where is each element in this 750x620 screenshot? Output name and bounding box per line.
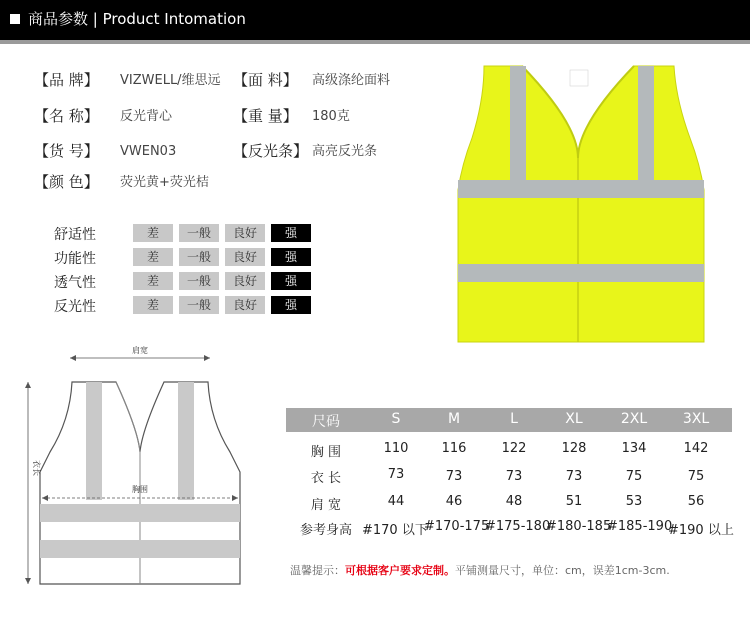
rating-box: 一般 [179, 248, 219, 266]
rating-box: 一般 [179, 272, 219, 290]
rating-box: 良好 [225, 248, 265, 266]
table-cell: #180-185 [546, 519, 612, 534]
note-highlight: 可根据客户要求定制。 [345, 564, 455, 577]
section-header [0, 0, 750, 40]
diagram-strip [40, 504, 240, 522]
size-table-header-cell: 3XL [682, 411, 710, 427]
size-table-header-cell: S [391, 411, 401, 427]
table-cell: 73 [387, 467, 405, 482]
table-cell: #185-190 [607, 519, 673, 534]
rating-box: 差 [133, 272, 173, 290]
diagram-strip [86, 382, 102, 500]
rating-box: 差 [133, 296, 173, 314]
spec-value: 高亮反光条 [312, 144, 378, 159]
spec-value: 高级涤纶面料 [312, 73, 391, 88]
spec-value: 180克 [312, 109, 350, 124]
diagram-strip [178, 382, 194, 500]
note-suffix: 平铺测量尺寸，单位：cm，误差1cm-3cm. [455, 564, 670, 577]
rating-label: 反光性 [54, 299, 96, 315]
spec-value: 荧光黄+荧光桔 [120, 175, 209, 190]
shoulder-label: 肩宽 [132, 346, 148, 355]
spec-label: 【重 量】 [233, 107, 298, 125]
table-cell: 128 [561, 441, 587, 456]
size-table-header-cell: M [447, 411, 461, 427]
rating-label: 透气性 [54, 275, 96, 291]
rating-box: 一般 [179, 224, 219, 242]
rating-box: 一般 [179, 296, 219, 314]
table-cell: 142 [683, 441, 709, 456]
diagram-strip [40, 540, 240, 558]
note-prefix: 温馨提示： [290, 564, 345, 577]
table-cell: 122 [501, 441, 527, 456]
table-cell: 46 [445, 494, 463, 509]
reflective-strip [458, 264, 704, 282]
rating-box: 差 [133, 248, 173, 266]
label-tag-icon [570, 70, 588, 86]
spec-value: VWEN03 [120, 144, 177, 159]
table-cell: 51 [565, 494, 583, 509]
header-divider [0, 40, 750, 44]
vest-photo [450, 60, 715, 345]
rating-box-selected: 强 [271, 248, 311, 266]
length-label: 衣长 [32, 460, 41, 476]
table-row-label: 参考身高 [299, 523, 352, 538]
spec-label: 【颜 色】 [34, 173, 99, 191]
table-cell: 73 [505, 469, 523, 484]
square-icon [10, 14, 20, 24]
reflective-strip [510, 66, 526, 184]
rating-box: 良好 [225, 272, 265, 290]
rating-box: 良好 [225, 224, 265, 242]
spec-value: 反光背心 [120, 109, 173, 124]
reflective-strip [638, 66, 654, 184]
table-cell: 56 [687, 494, 705, 509]
spec-label: 【面 料】 [233, 71, 298, 89]
section-title: 商品参数 | Product Intomation [28, 10, 246, 28]
table-cell: #190 以上 [668, 523, 734, 538]
table-cell: #175-180 [485, 519, 551, 534]
table-cell: 75 [625, 469, 643, 484]
size-table-header-cell: XL [565, 411, 583, 427]
rating-box: 差 [133, 224, 173, 242]
rating-box-selected: 强 [271, 296, 311, 314]
table-cell: 53 [625, 494, 643, 509]
table-cell: 73 [565, 469, 583, 484]
size-table-header-cell: L [510, 411, 518, 427]
rating-box-selected: 强 [271, 272, 311, 290]
table-cell: 75 [687, 469, 705, 484]
chest-label: 胸围 [132, 485, 148, 494]
table-cell: #170-175 [424, 519, 490, 534]
rating-box-selected: 强 [271, 224, 311, 242]
rating-label: 舒适性 [54, 227, 96, 243]
size-table-header-cell: 尺码 [312, 414, 340, 430]
table-row-label: 胸 围 [310, 445, 342, 460]
spec-label: 【货 号】 [34, 142, 99, 160]
spec-label: 【反光条】 [233, 142, 309, 160]
size-table-header-cell: 2XL [620, 411, 648, 427]
table-cell: #170 以下 [362, 523, 428, 538]
table-row-label: 衣 长 [310, 471, 342, 486]
rating-label: 功能性 [54, 251, 96, 267]
table-cell: 134 [621, 441, 647, 456]
table-cell: 110 [383, 441, 409, 456]
rating-box: 良好 [225, 296, 265, 314]
table-cell: 44 [387, 494, 405, 509]
spec-label: 【品 牌】 [34, 71, 99, 89]
reflective-strip [458, 180, 704, 198]
spec-value: VIZWELL/维思远 [120, 73, 221, 88]
measurement-diagram [20, 340, 260, 605]
sizing-note [290, 562, 670, 578]
table-cell: 116 [441, 441, 467, 456]
table-row-label: 肩 宽 [310, 498, 342, 513]
spec-label: 【名 称】 [34, 107, 99, 125]
table-cell: 73 [445, 469, 463, 484]
table-cell: 48 [505, 494, 523, 509]
